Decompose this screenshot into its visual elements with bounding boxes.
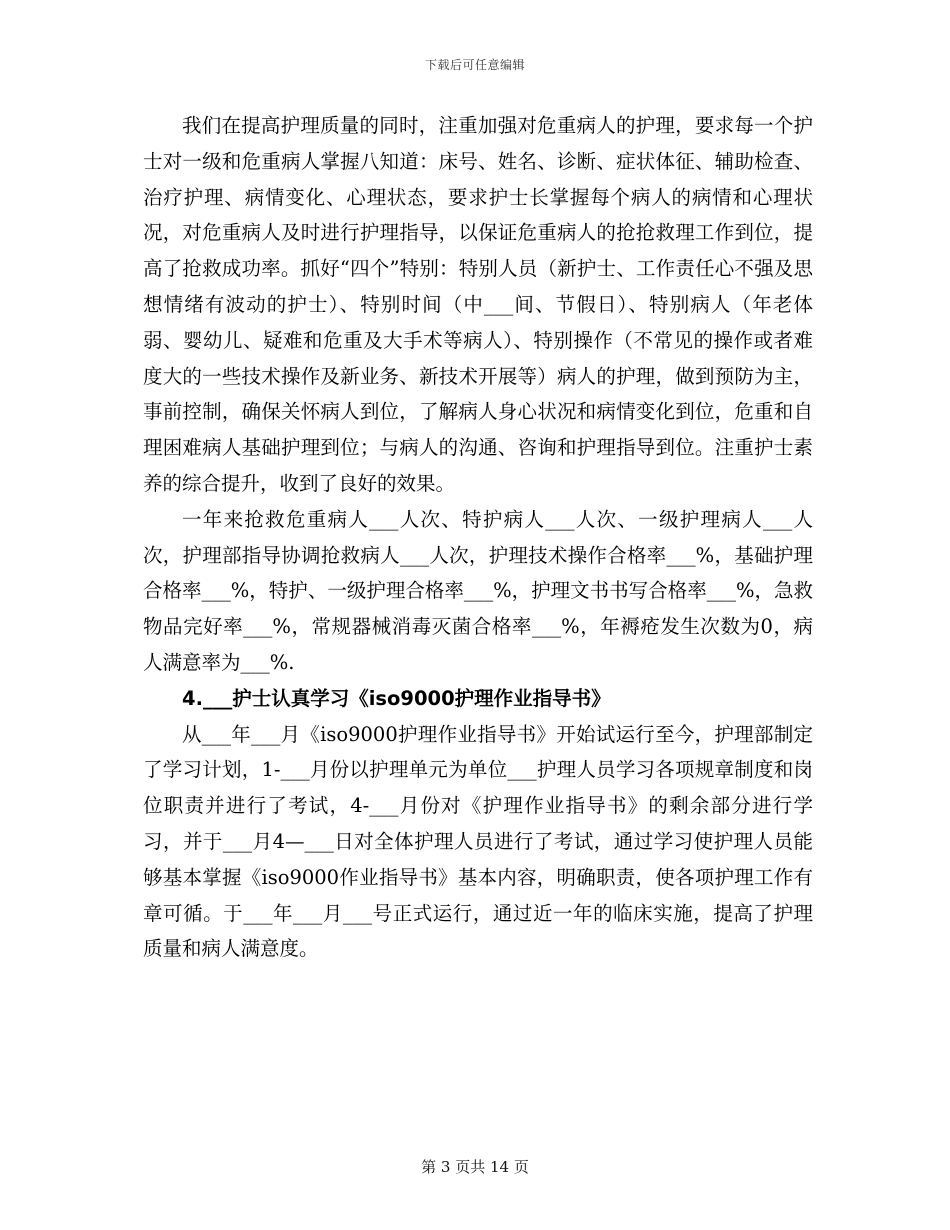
page-footer: 第 3 页共 14 页 xyxy=(421,1158,529,1176)
page-header: 下载后可任意编辑 xyxy=(424,58,525,72)
section-heading-iso9000: 4.___护士认真学习《iso9000护理作业指导书》 xyxy=(182,686,611,710)
paragraph-critical-care: 我们在提高护理质量的同时，注重加强对危重病人的护理，要求每一个护士对一级和危重病人掌握八知道：床号、姓名、诊断、症状体征、辅助检查、治疗护理、病情变化、心理状态，要求护士长掌握每个病人的病情和心理状况，对危重病人及时进行护理指导，以保证危重病人的抢抢救理工作到位，提高了抢救成功率。抓好“四个”特别：特别人员（新护士、工作责任心不强及思想情绪有波动的护士）、特别时间（中___间、节假日）、特别病人（年老体弱、婴幼儿、疑难和危重及大手术等病人）、特别操作（不常见的操作或者难度大的一些技术操作及新业务、新技术开展等）病人的护理，做到预防为主，事前控制，确保关怀病人到位，了解病人身心状况和病情变化到位，危重和自理困难病人基础护理到位；与病人的沟通、咨询和护理指导到位。注重护士素养的综合提升，收到了良好的效果。 xyxy=(143,114,813,495)
document-body xyxy=(143,108,813,967)
paragraph-iso9000-study: 从___年___月《iso9000护理作业指导书》开始试运行至今，护理部制定了学习计划，1-___月份以护理单元为单位___护理人员学习各项规章制度和岗位职责并进行了考试，4-___月份对《护理作业指导书》的剩余部分进行学习，并于___月4—___日对全体护理人员进行了考试，通过学习使护理人员能够基本掌握《iso9000作业指导书》基本内容，明确职责，使各项护理工作有章可循。于___年___月___号正式运行，通过近一年的临床实施，提高了护理质量和病人满意度。 xyxy=(143,722,813,961)
paragraph-statistics: 一年来抢救危重病人___人次、特护病人___人次、一级护理病人___人次，护理部指导协调抢救病人___人次，护理技术操作合格率___%，基础护理合格率___%，特护、一级护理合格率___%，护理文书书写合格率___%，急救物品完好率___%，常规器械消毒灭菌合格率___%，年褥疮发生次数为0，病人满意率为___%. xyxy=(143,507,813,674)
